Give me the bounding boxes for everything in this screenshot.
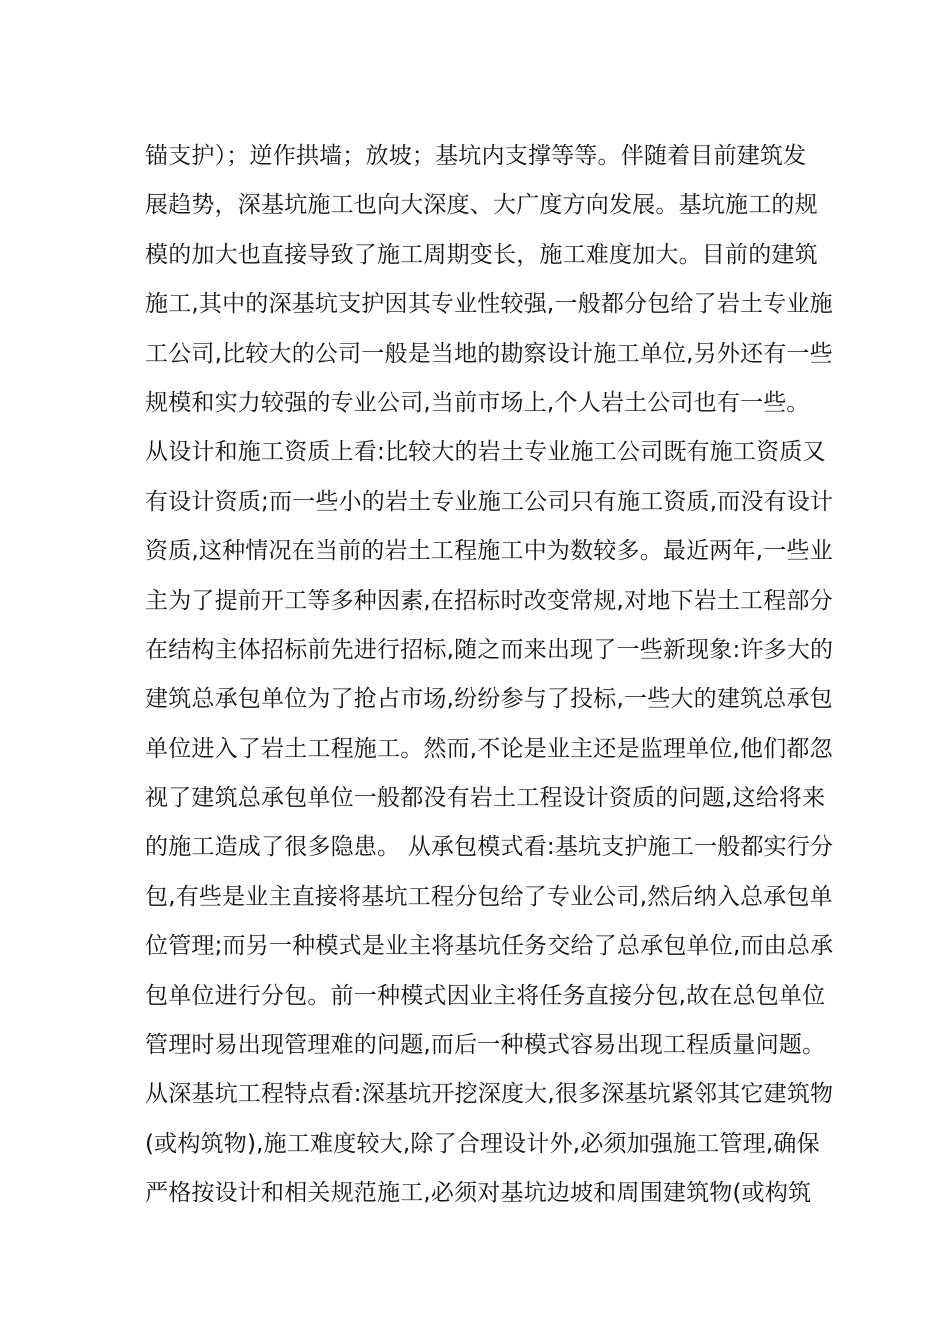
text-line: 锚支护）；逆作拱墙；放坡；基坑内支撑等等。伴随着目前建筑发 bbox=[145, 143, 807, 169]
text-line: 施工,其中的深基坑支护因其专业性较强,一般都分包给了岩土专业施 bbox=[145, 291, 833, 318]
text-line: 管理时易出现管理难的问题,而后一种模式容易出现工程质量问题。 bbox=[145, 1032, 826, 1059]
text-line: 位管理;而另一种模式是业主将基坑任务交给了总承包单位,而由总承 bbox=[145, 933, 834, 960]
text-line: 的施工造成了很多隐患。 从承包模式看:基坑支护施工一般都实行分 bbox=[145, 834, 834, 861]
text-line: 规模和实力较强的专业公司,当前市场上,个人岩土公司也有一些。 bbox=[145, 389, 810, 416]
text-line: 单位进入了岩土工程施工。然而,不论是业主还是监理单位,他们都忽 bbox=[145, 735, 833, 762]
text-line: 工公司,比较大的公司一般是当地的勘察设计施工单位,另外还有一些 bbox=[145, 340, 833, 367]
text-line: 在结构主体招标前先进行招标,随之而来出现了一些新现象:许多大的 bbox=[145, 636, 834, 663]
text-line: 主为了提前开工等多种因素,在招标时改变常规,对地下岩土工程部分 bbox=[145, 587, 833, 614]
text-line: 从设计和施工资质上看:比较大的岩土专业施工公司既有施工资质又 bbox=[145, 439, 826, 466]
text-line: 展趋势，深基坑施工也向大深度、大广度方向发展。基坑施工的规 bbox=[145, 192, 818, 219]
text-line: 模的加大也直接导致了施工周期变长，施工难度加大。目前的建筑 bbox=[145, 241, 818, 268]
text-line: 包,有些是业主直接将基坑工程分包给了专业公司,然后纳入总承包单 bbox=[145, 883, 833, 910]
text-line: 包单位进行分包。前一种模式因业主将任务直接分包,故在总包单位 bbox=[145, 982, 826, 1009]
text-line: 建筑总承包单位为了抢占市场,纷纷参与了投标,一些大的建筑总承包 bbox=[145, 686, 833, 713]
text-line: 资质,这种情况在当前的岩土工程施工中为数较多。最近两年,一些业 bbox=[145, 538, 833, 565]
text-line: 有设计资质;而一些小的岩土专业施工公司只有施工资质,而没有设计 bbox=[145, 488, 834, 515]
text-line: 视了建筑总承包单位一般都没有岩土工程设计资质的问题,这给将来 bbox=[145, 785, 826, 812]
text-line: 严格按设计和相关规范施工,必须对基坑边坡和周围建筑物(或构筑 bbox=[145, 1180, 812, 1207]
text-line: 从深基坑工程特点看:深基坑开挖深度大,很多深基坑紧邻其它建筑物 bbox=[145, 1081, 834, 1108]
text-line: (或构筑物),施工难度较大,除了合理设计外,必须加强施工管理,确保 bbox=[145, 1130, 820, 1157]
body-text bbox=[145, 132, 834, 1219]
